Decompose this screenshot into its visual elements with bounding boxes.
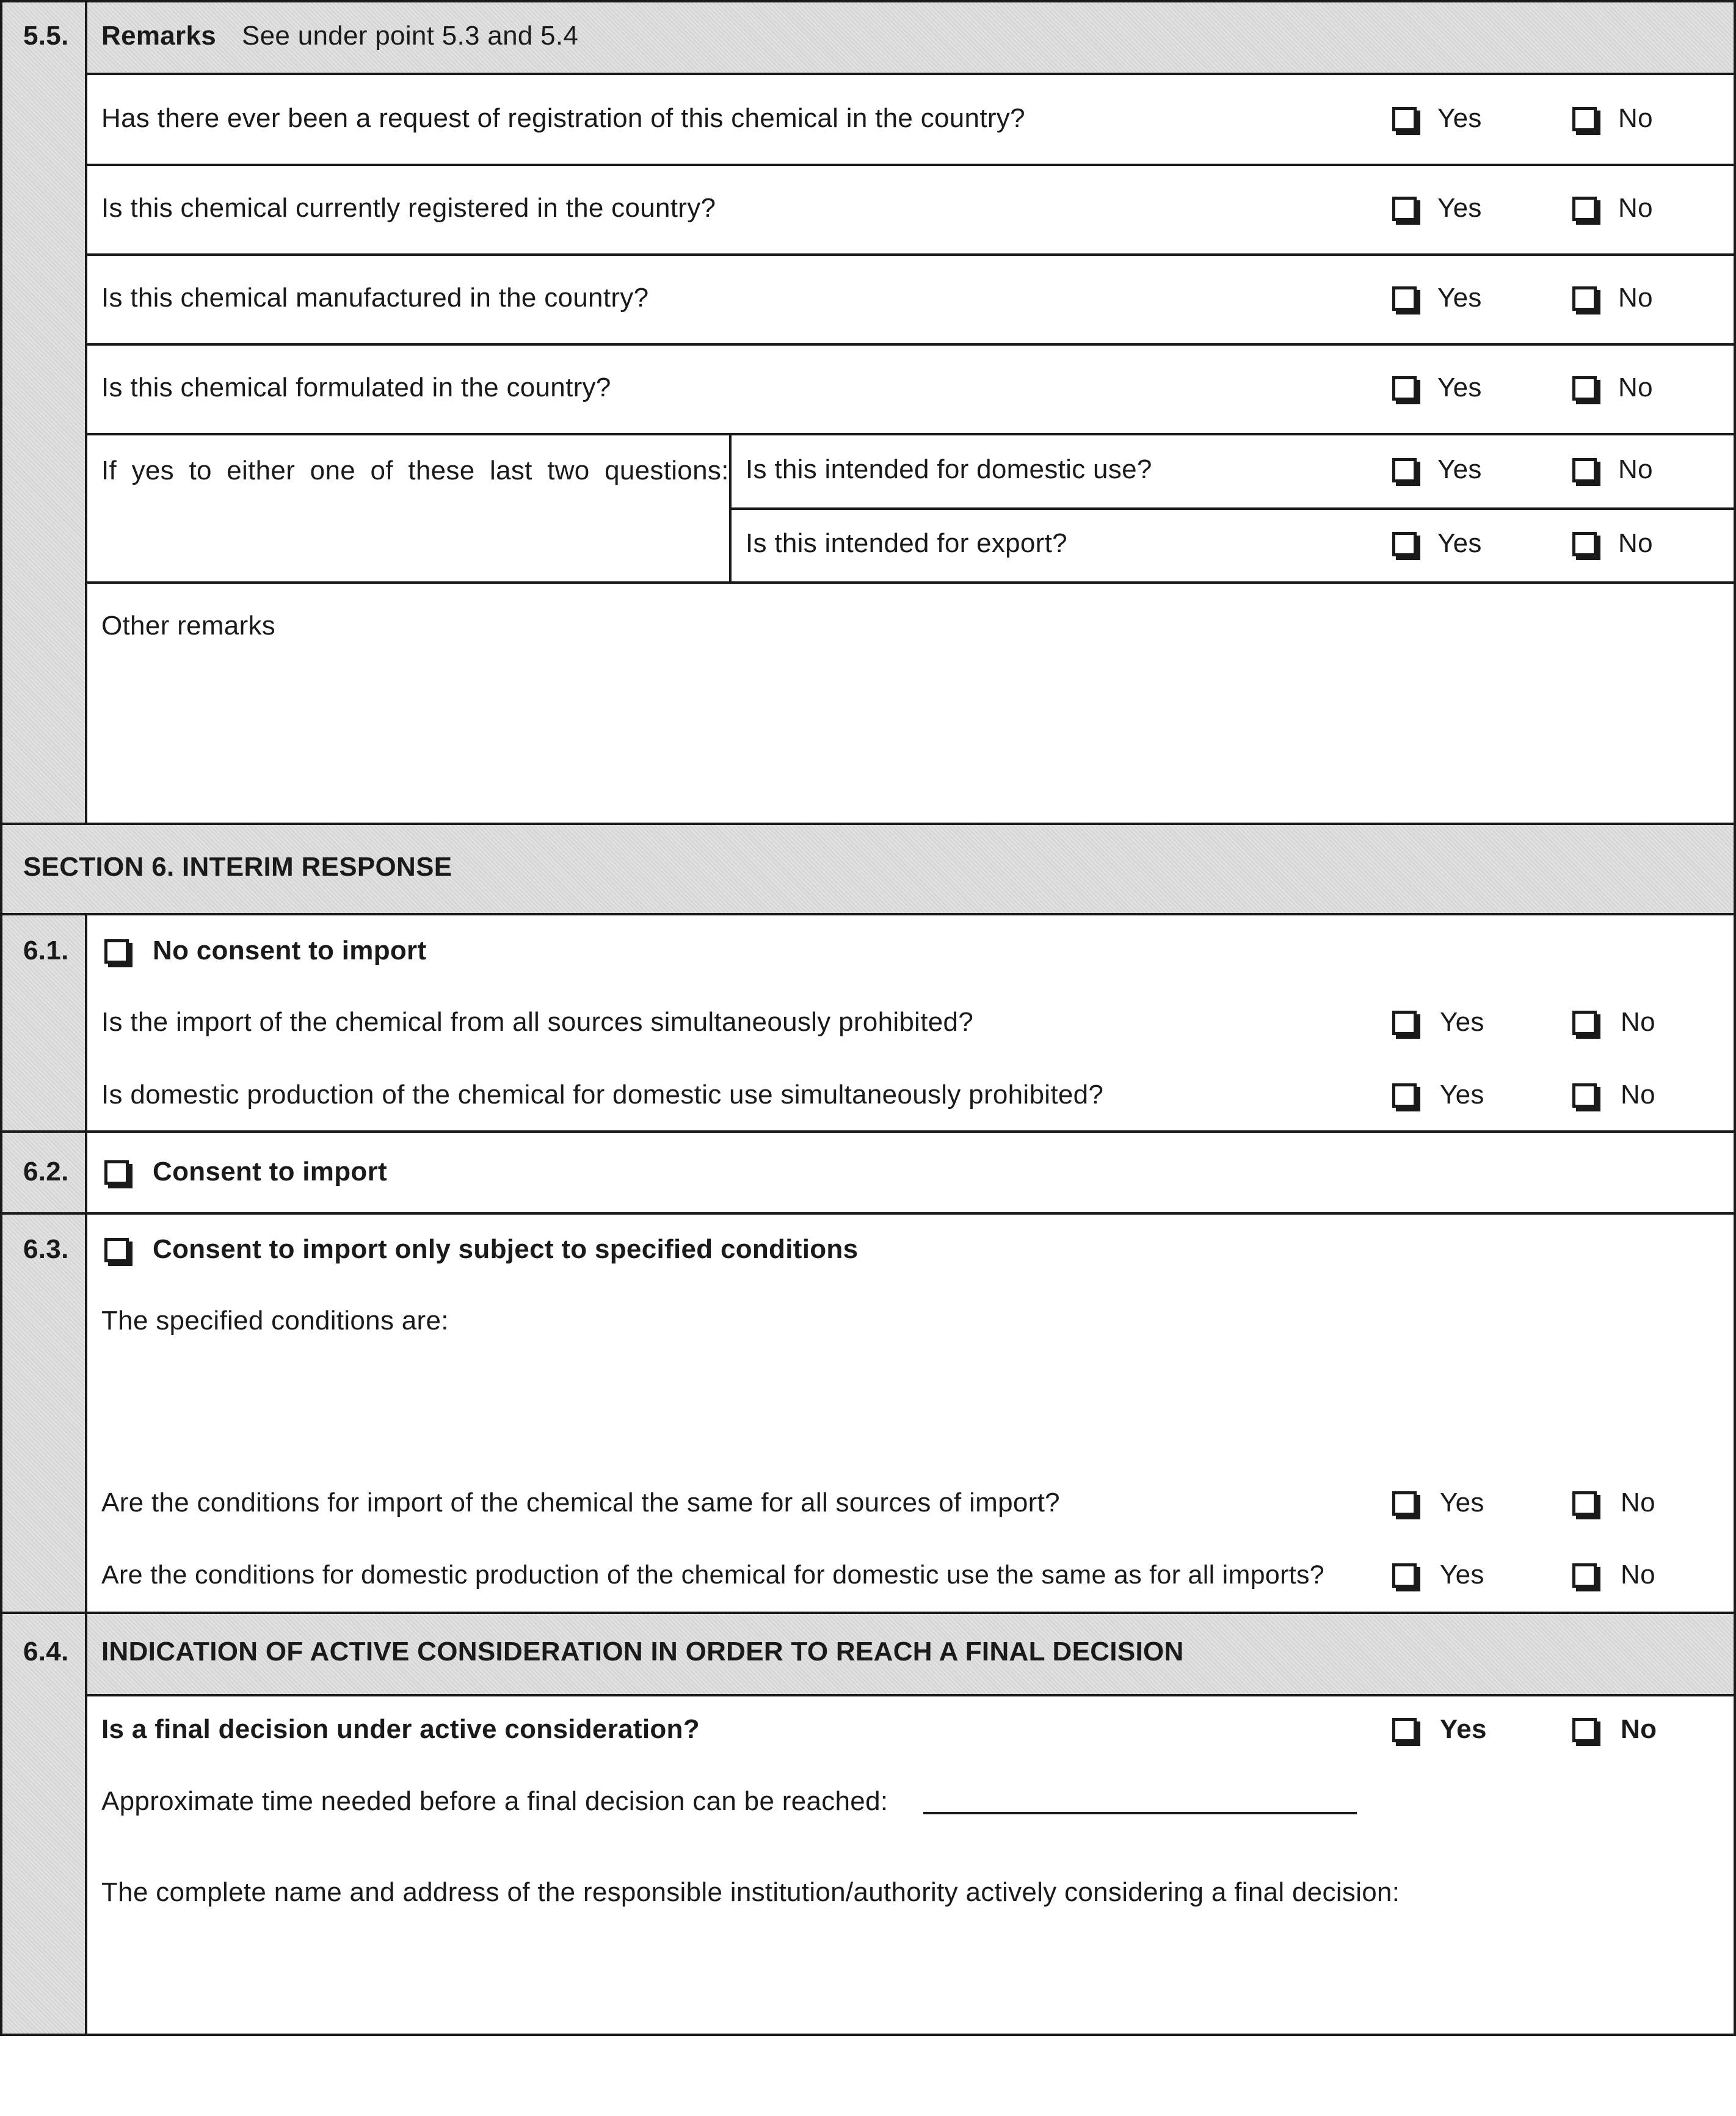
- section-number-6-4: 6.4.: [23, 1637, 69, 1667]
- checkbox-no-consent[interactable]: [104, 939, 129, 964]
- checkbox-no[interactable]: [1572, 107, 1597, 131]
- row-line: [86, 1694, 1735, 1696]
- row-line: [86, 253, 1735, 256]
- question-manufactured: Is this chemical manufactured in the country?: [101, 283, 649, 313]
- yes-label: Yes: [1440, 1560, 1484, 1590]
- checkbox-consent[interactable]: [104, 1160, 129, 1185]
- question-formulated: Is this chemical formulated in the country?: [101, 373, 611, 402]
- no-label: No: [1621, 1560, 1655, 1590]
- checkbox-no[interactable]: [1572, 1563, 1597, 1588]
- approximate-time-field[interactable]: [923, 1812, 1357, 1814]
- checkbox-yes[interactable]: [1392, 197, 1417, 221]
- yes-label: Yes: [1440, 1488, 1484, 1518]
- checkbox-no[interactable]: [1572, 458, 1597, 482]
- checkbox-yes[interactable]: [1392, 532, 1417, 556]
- border-right: [1734, 0, 1736, 2036]
- checkbox-no[interactable]: [1572, 1718, 1597, 1742]
- row-line: [0, 1212, 1736, 1215]
- no-label: No: [1621, 1488, 1655, 1518]
- border-left: [0, 0, 2, 2036]
- row-line: [0, 823, 1736, 825]
- checkbox-no[interactable]: [1572, 376, 1597, 401]
- yes-label: Yes: [1440, 1080, 1484, 1110]
- question-import-prohibited: Is the import of the chemical from all sources simultaneously prohibited?: [101, 1007, 974, 1037]
- checkbox-yes[interactable]: [1392, 107, 1417, 131]
- no-consent-title: No consent to import: [153, 936, 427, 965]
- number-column-shade-5-5: [2, 2, 86, 824]
- checkbox-no[interactable]: [1572, 1083, 1597, 1108]
- question-currently-registered: Is this chemical currently registered in the country?: [101, 193, 716, 223]
- checkbox-no[interactable]: [1572, 1491, 1597, 1516]
- no-label: No: [1618, 283, 1653, 313]
- checkbox-yes[interactable]: [1392, 376, 1417, 401]
- no-label: No: [1618, 528, 1653, 558]
- checkbox-yes[interactable]: [1392, 1011, 1417, 1035]
- yes-label: Yes: [1437, 283, 1482, 313]
- yes-label: Yes: [1440, 1007, 1484, 1037]
- border-top: [0, 0, 1736, 2]
- responsible-institution-label: The complete name and address of the responsible institution/authority actively considering a final decision:: [101, 1877, 1400, 1907]
- checkbox-no[interactable]: [1572, 286, 1597, 311]
- checkbox-yes[interactable]: [1392, 286, 1417, 311]
- no-label: No: [1618, 454, 1653, 484]
- border-bottom: [0, 2034, 1736, 2036]
- yes-label: Yes: [1437, 528, 1482, 558]
- no-label: No: [1618, 103, 1653, 133]
- no-label: No: [1621, 1080, 1655, 1110]
- row-line: [86, 73, 1735, 75]
- checkbox-conditional-consent[interactable]: [104, 1238, 129, 1262]
- no-label: No: [1618, 193, 1653, 223]
- number-column-shade-6: [2, 914, 86, 2036]
- checkbox-yes[interactable]: [1392, 1563, 1417, 1588]
- question-domestic-production-prohibited: Is domestic production of the chemical for domestic use simultaneously prohibited?: [101, 1080, 1104, 1110]
- row-line: [0, 913, 1736, 915]
- question-registration-request: Has there ever been a request of registration of this chemical in the country?: [101, 103, 1025, 133]
- remarks-note: See under point 5.3 and 5.4: [242, 21, 579, 51]
- section-number-6-1: 6.1.: [23, 936, 69, 965]
- yes-label: Yes: [1437, 103, 1482, 133]
- row-line: [0, 1612, 1736, 1614]
- yes-label: Yes: [1437, 193, 1482, 223]
- specified-conditions-label: The specified conditions are:: [101, 1306, 449, 1336]
- section-number-6-2: 6.2.: [23, 1157, 69, 1187]
- question-export: Is this intended for export?: [746, 528, 1067, 558]
- remarks-title: Remarks: [101, 21, 217, 51]
- indication-heading: INDICATION OF ACTIVE CONSIDERATION IN ORDER TO REACH A FINAL DECISION: [101, 1637, 1184, 1667]
- section-6-heading: SECTION 6. INTERIM RESPONSE: [23, 852, 452, 882]
- row-line: [86, 433, 1735, 435]
- section-number-5-5: 5.5.: [23, 21, 69, 51]
- row-line: [86, 164, 1735, 166]
- yes-label: Yes: [1437, 373, 1482, 402]
- if-yes-label: If yes to either one of these last two questions:: [101, 456, 729, 485]
- row-line: [86, 343, 1735, 346]
- approximate-time-label: Approximate time needed before a final decision can be reached:: [101, 1786, 888, 1816]
- checkbox-yes[interactable]: [1392, 1718, 1417, 1742]
- checkbox-yes[interactable]: [1392, 1491, 1417, 1516]
- question-same-conditions-domestic: Are the conditions for domestic production of the chemical for domestic use the same as for all imports?: [101, 1560, 1324, 1590]
- row-line: [0, 1130, 1736, 1133]
- question-domestic-use: Is this intended for domestic use?: [746, 454, 1152, 484]
- other-remarks-label: Other remarks: [101, 611, 276, 641]
- question-final-decision: Is a final decision under active consideration?: [101, 1714, 700, 1744]
- checkbox-no[interactable]: [1572, 197, 1597, 221]
- conditional-consent-title: Consent to import only subject to specified conditions: [153, 1234, 859, 1264]
- number-column-divider-lower: [85, 914, 87, 2036]
- checkbox-no[interactable]: [1572, 532, 1597, 556]
- row-line: [86, 581, 1735, 584]
- yes-label: Yes: [1437, 454, 1482, 484]
- no-label: No: [1618, 373, 1653, 402]
- consent-title: Consent to import: [153, 1157, 387, 1187]
- yes-label: Yes: [1440, 1714, 1487, 1744]
- checkbox-yes[interactable]: [1392, 458, 1417, 482]
- checkbox-yes[interactable]: [1392, 1083, 1417, 1108]
- row-line: [729, 507, 1735, 510]
- number-column-divider: [85, 0, 87, 824]
- checkbox-no[interactable]: [1572, 1011, 1597, 1035]
- question-same-conditions-all-sources: Are the conditions for import of the chemical the same for all sources of import?: [101, 1488, 1060, 1518]
- no-label: No: [1621, 1714, 1657, 1744]
- section-number-6-3: 6.3.: [23, 1234, 69, 1264]
- no-label: No: [1621, 1007, 1655, 1037]
